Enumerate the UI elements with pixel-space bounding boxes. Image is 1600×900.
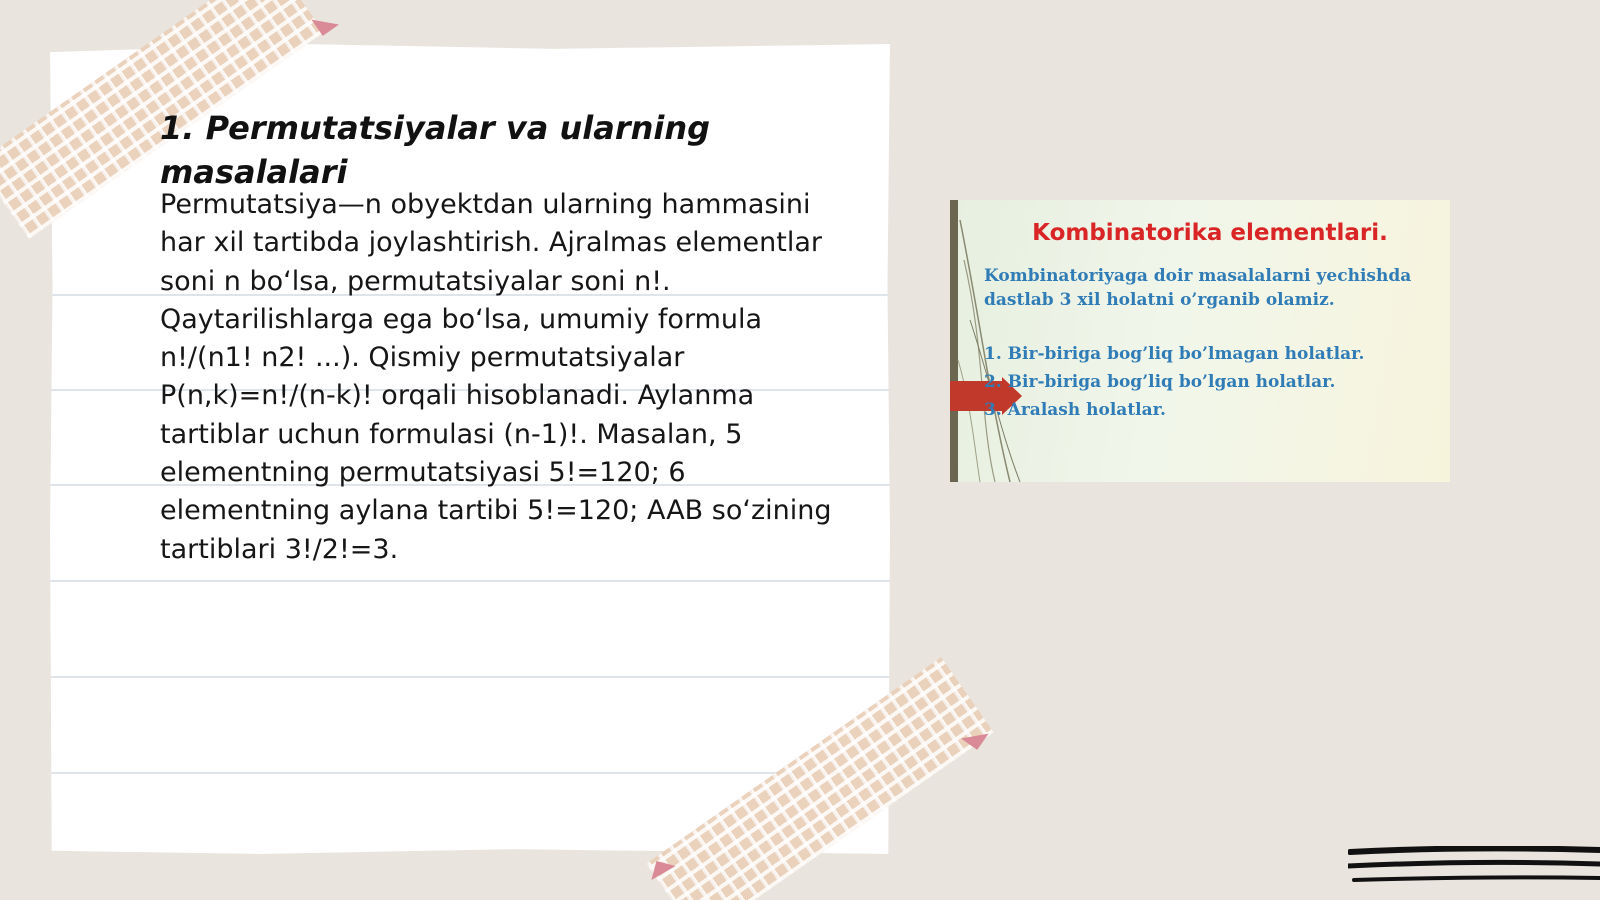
slide-heading: 1. Permutatsiyalar va ularning masalalari: [160, 109, 711, 191]
brush-strokes-decoration: [1348, 846, 1600, 890]
paper-rule-line: [50, 580, 890, 582]
picture-list: [984, 340, 1444, 424]
picture-title: Kombinatorika elementlari.: [1032, 220, 1388, 246]
picture-list-item: 2. Bir-biriga bog’liq bo’lgan holatlar.: [984, 372, 1336, 392]
slide-body-text: Permutatsiya—n obyektdan ularning hammasini har xil tartibda joylashtirish. Ajralmas elementlar soni n bo‘lsa, permutatsiyalar soni n!. Qaytarilishlarga ega bo‘lsa, umumiy formula n!/(n1! n2! ...). Qismiy permutatsiyalar P(n,k)=n!/(n-k)! orqali hisoblanadi. Aylanma tartiblar uchun formulasi (n-1)!. Masalan, 5 elementning permutatsiyasi 5!=120; 6 elementning aylana tartibi 5!=120; AAB so‘zining tartiblari 3!/2!=3.: [160, 189, 832, 565]
picture-intro-text: Kombinatoriyaga doir masalalarni yechishda dastlab 3 xil holatni o’rganib olamiz.: [984, 266, 1412, 310]
picture-list-item: 1. Bir-biriga bog’liq bo’lmagan holatlar.: [984, 344, 1365, 364]
paper-rule-line: [50, 676, 890, 678]
combinatorics-picture: [950, 200, 1450, 482]
paper-rule-line: [50, 772, 890, 774]
picture-list-item: 3. Aralash holatlar.: [984, 400, 1166, 420]
